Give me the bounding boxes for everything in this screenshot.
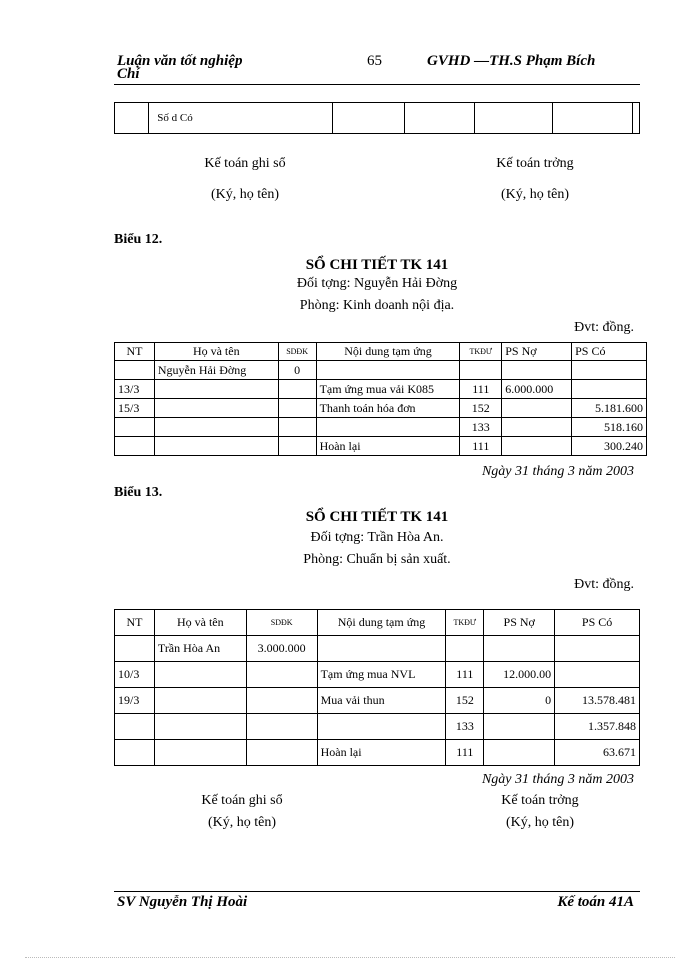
cell-tkdu: 152 [460, 399, 502, 418]
cell-ps-co: 63.671 [555, 740, 640, 766]
cell-sddk [278, 399, 316, 418]
cell-sddk [246, 688, 317, 714]
col-header-tkdu: TKĐƯ [446, 610, 484, 636]
cell-sddk [278, 418, 316, 437]
header-rule [114, 84, 640, 85]
top-table-fragment [114, 102, 640, 134]
col-header-ps-no: PS Nợ [502, 343, 572, 361]
cell-ps-co: 518.160 [572, 418, 647, 437]
table-row [115, 636, 640, 662]
cell-sddk [278, 437, 316, 456]
signature-bottom-left-title: Kế toán ghi sổ [201, 793, 283, 808]
col-header-content: Nội dung tạm ứng [316, 343, 460, 361]
cell-ps-co: 13.578.481 [555, 688, 640, 714]
cell-name: Trần Hòa An [154, 636, 246, 662]
bieu13-title: SỔ CHI TIẾT TK 141 [305, 509, 449, 525]
cell-nt [115, 740, 155, 766]
cell-ps-co: 5.181.600 [572, 399, 647, 418]
cell-content [316, 361, 460, 380]
signature-right-title: Kế toán trởng [496, 156, 574, 171]
cell-tkdu: 111 [460, 437, 502, 456]
cell-content: Hoàn lại [316, 437, 460, 456]
cell-tkdu: 133 [460, 418, 502, 437]
table-row [115, 418, 647, 437]
cell-name [154, 418, 278, 437]
cell-sddk [246, 740, 317, 766]
cell-ps-co [555, 636, 640, 662]
cell-nt [115, 636, 155, 662]
col-header-ps-co: PS Có [555, 610, 640, 636]
signature-left-sub: (Ký, họ tên) [210, 187, 280, 202]
table-row [115, 380, 647, 399]
table-header-row [115, 343, 647, 361]
col-header-nt: NT [115, 343, 155, 361]
page-bottom-divider [25, 957, 675, 958]
cell-ps-no [502, 418, 572, 437]
header-title-line1: Luận văn tốt nghiệp [117, 53, 243, 69]
cell-sddk: 0 [278, 361, 316, 380]
cell-name [154, 399, 278, 418]
cell-ps-no: 12.000.00 [484, 662, 555, 688]
cell-ps-co [572, 380, 647, 399]
table-row [115, 399, 647, 418]
header-supervisor: GVHD —TH.S Phạm Bích [427, 53, 596, 69]
cell-content: Thanh toán hóa đơn [316, 399, 460, 418]
col-header-name: Họ và tên [154, 610, 246, 636]
cell-content [317, 636, 446, 662]
cell-name: Nguyễn Hải Đờng [154, 361, 278, 380]
cell-name [154, 714, 246, 740]
col-header-ps-co: PS Có [572, 343, 647, 361]
signature-bottom-right-sub: (Ký, họ tên) [505, 815, 575, 830]
bieu12-unit: Đvt: đồng. [574, 320, 634, 335]
col-header-ps-no: PS Nợ [484, 610, 555, 636]
cell-tkdu: 152 [446, 688, 484, 714]
cell-sddk: 3.000.000 [246, 636, 317, 662]
cell-ps-no [484, 740, 555, 766]
table-row [115, 714, 640, 740]
col-header-content: Nội dung tạm ứng [317, 610, 446, 636]
cell-ps-no [484, 636, 555, 662]
top-table-label: Số d Có [149, 103, 332, 134]
cell-nt: 19/3 [115, 688, 155, 714]
page-number: 65 [367, 53, 382, 69]
cell-tkdu: 111 [446, 662, 484, 688]
table-row [115, 688, 640, 714]
cell-nt: 15/3 [115, 399, 155, 418]
table-header-row [115, 610, 640, 636]
cell-nt: 13/3 [115, 380, 155, 399]
bieu13-date: Ngày 31 tháng 3 năm 2003 [481, 772, 634, 787]
footer-rule [114, 891, 640, 892]
cell-ps-no [484, 714, 555, 740]
cell-tkdu: 133 [446, 714, 484, 740]
footer-class: Kế toán 41A [557, 894, 634, 910]
footer-student: SV Nguyễn Thị Hoài [117, 894, 248, 910]
table-row [115, 740, 640, 766]
cell-ps-co [555, 662, 640, 688]
bieu12-date: Ngày 31 tháng 3 năm 2003 [481, 464, 634, 479]
cell-tkdu: 111 [460, 380, 502, 399]
signature-left-title: Kế toán ghi sổ [204, 156, 286, 171]
cell-ps-co: 1.357.848 [555, 714, 640, 740]
header-title-line2: Chí [117, 66, 140, 82]
bieu12-title: SỔ CHI TIẾT TK 141 [305, 257, 449, 273]
col-header-sddk: SDĐK [278, 343, 316, 361]
table-row [115, 437, 647, 456]
bieu13-table [114, 609, 640, 766]
cell-nt [115, 361, 155, 380]
bieu12-department: Phòng: Kinh doanh nội địa. [299, 298, 455, 313]
signature-bottom-left-sub: (Ký, họ tên) [207, 815, 277, 830]
cell-name [154, 740, 246, 766]
cell-tkdu [460, 361, 502, 380]
cell-nt [115, 714, 155, 740]
bieu13-label: Biểu 13. [114, 485, 163, 500]
bieu13-department: Phòng: Chuẩn bị sản xuất. [303, 552, 451, 567]
bieu12-object: Đối tợng: Nguyễn Hải Đờng [296, 276, 458, 291]
cell-sddk [278, 380, 316, 399]
cell-tkdu: 111 [446, 740, 484, 766]
cell-ps-no [502, 437, 572, 456]
cell-ps-co [572, 361, 647, 380]
col-header-name: Họ và tên [154, 343, 278, 361]
cell-content: Hoàn lại [317, 740, 446, 766]
bieu13-object: Đối tợng: Trần Hòa An. [310, 530, 444, 545]
cell-ps-co: 300.240 [572, 437, 647, 456]
signature-bottom-right-title: Kế toán trởng [501, 793, 579, 808]
cell-sddk [246, 662, 317, 688]
cell-content: Tạm ứng mua vải K085 [316, 380, 460, 399]
cell-ps-no [502, 399, 572, 418]
cell-nt: 10/3 [115, 662, 155, 688]
cell-content [316, 418, 460, 437]
signature-right-sub: (Ký, họ tên) [500, 187, 570, 202]
cell-nt [115, 437, 155, 456]
col-header-nt: NT [115, 610, 155, 636]
bieu12-table [114, 342, 647, 456]
table-row [115, 662, 640, 688]
cell-name [154, 437, 278, 456]
cell-ps-no: 6.000.000 [502, 380, 572, 399]
cell-name [154, 688, 246, 714]
bieu13-unit: Đvt: đồng. [574, 577, 634, 592]
cell-content [317, 714, 446, 740]
bieu12-label: Biểu 12. [114, 232, 163, 247]
cell-content: Tạm ứng mua NVL [317, 662, 446, 688]
table-row [115, 361, 647, 380]
cell-nt [115, 418, 155, 437]
cell-ps-no: 0 [484, 688, 555, 714]
col-header-sddk: SDĐK [246, 610, 317, 636]
cell-content: Mua vải thun [317, 688, 446, 714]
col-header-tkdu: TKĐƯ [460, 343, 502, 361]
cell-name [154, 662, 246, 688]
cell-ps-no [502, 361, 572, 380]
cell-name [154, 380, 278, 399]
cell-tkdu [446, 636, 484, 662]
cell-sddk [246, 714, 317, 740]
